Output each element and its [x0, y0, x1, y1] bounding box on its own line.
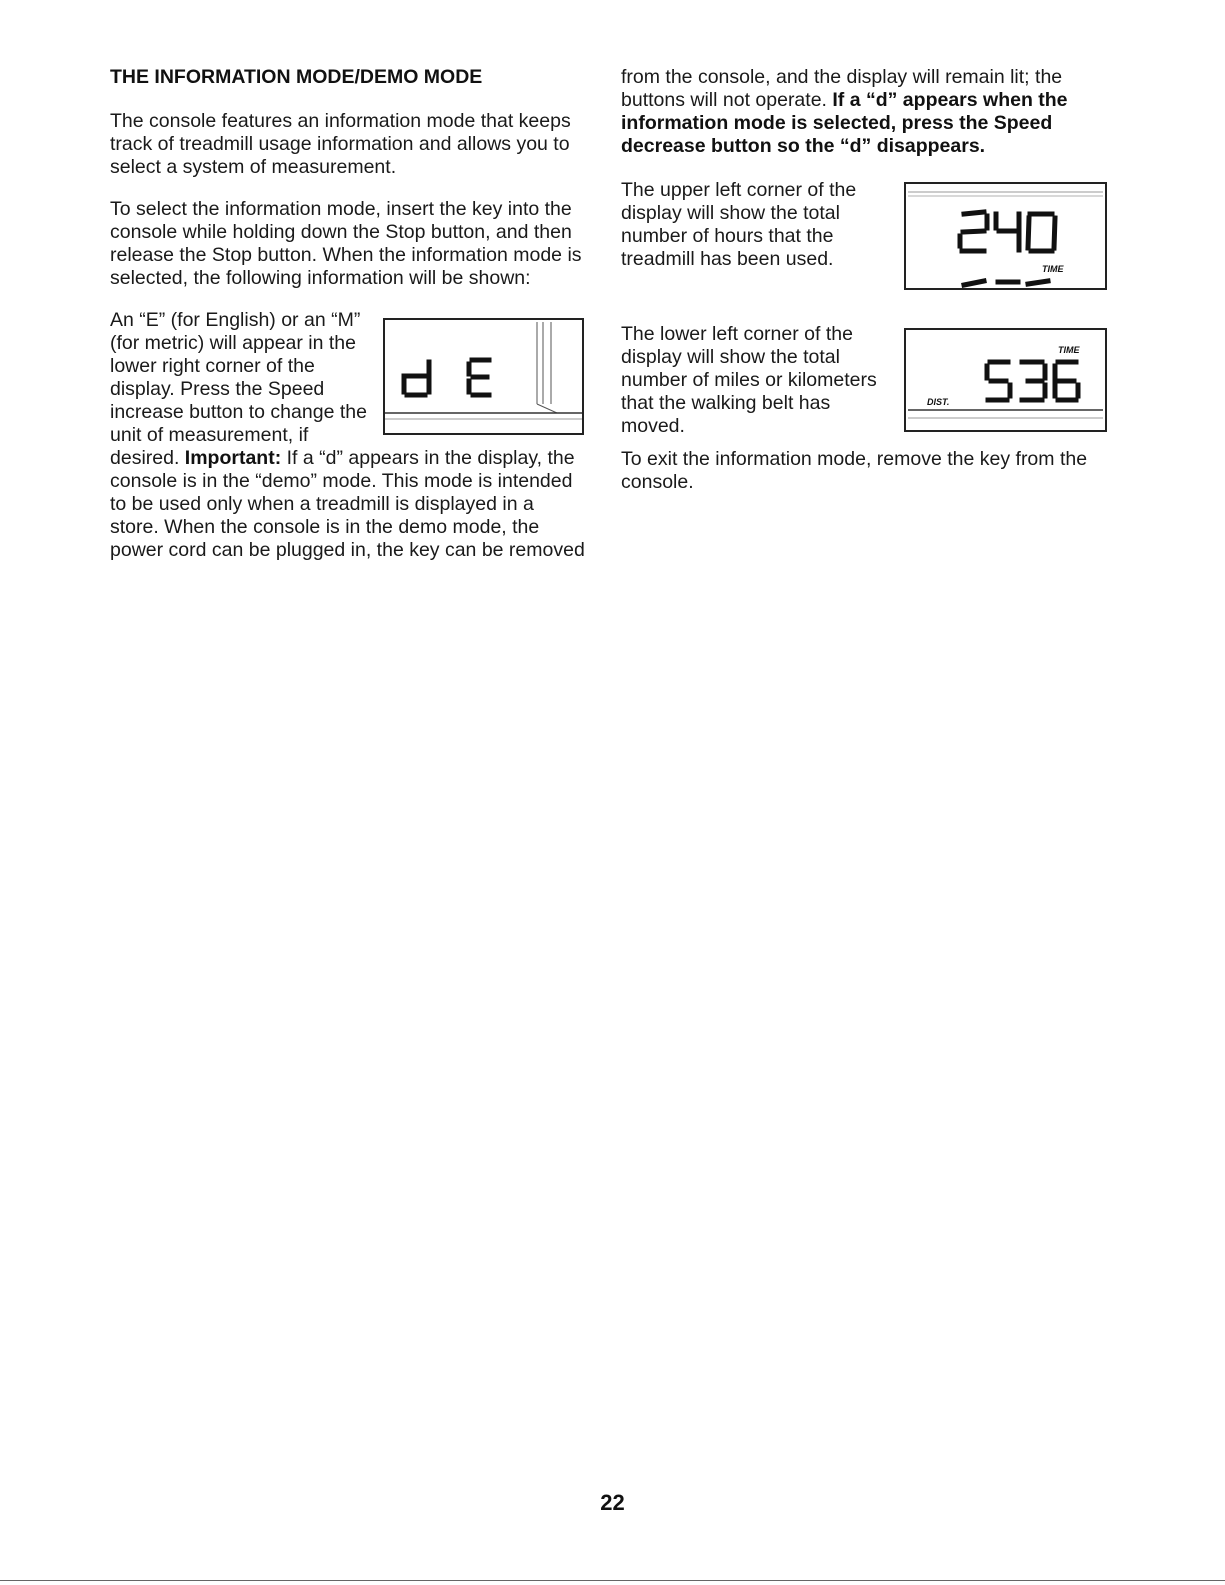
distance-display-figure	[904, 326, 1107, 432]
hours-time-label: TIME	[1042, 264, 1064, 274]
units-text: An “E” (for English) or an “M” (for metric) will appear in the lower right corner of the display. Press the Speed increase button to change the unit of measurement, if desired.	[110, 309, 367, 469]
left-column	[110, 66, 588, 581]
intro-paragraph: The console features an information mode that keeps track of treadmill usage information and allows you to select a system of measurement.	[110, 110, 571, 178]
distance-paragraph: The lower left corner of the display will show the total number of miles or kilometers that the walking belt has moved.	[621, 323, 877, 437]
page-number: 22	[600, 1490, 625, 1515]
demo-display-figure	[383, 318, 584, 435]
demo-mode-text: If a “d” appears in the display, the console is in the “demo” mode. This mode is intended to be used only when a treadmill is displayed in a store. When the console is in the demo mode, the power cord can be plugged in, the key can be removed	[110, 447, 585, 561]
lcd-demo-display	[383, 318, 584, 435]
demo-display-digits	[385, 320, 582, 433]
speed-decrease-instruction: If a “d” appears when the information mode is selected, press the Speed decrease button so the “d” disappears.	[621, 89, 1068, 157]
hours-paragraph: The upper left corner of the display will show the total number of hours that the treadmill has been used.	[621, 179, 857, 270]
select-mode-paragraph: To select the information mode, insert the key into the console while holding down the Stop button, and then release the Stop button. When the information mode is selected, the following information will be shown:	[110, 198, 582, 289]
hours-display-figure	[904, 182, 1107, 290]
demo-continued-paragraph	[621, 66, 1111, 158]
important-label: Important:	[184, 447, 282, 469]
lcd-hours-display	[904, 182, 1107, 290]
right-column	[621, 66, 1111, 513]
hours-block	[621, 179, 1111, 297]
hours-display-digits	[906, 184, 1105, 288]
distance-block	[621, 323, 1111, 438]
bottom-divider	[0, 1580, 1225, 1581]
distance-dist-label: DIST.	[927, 397, 950, 407]
distance-time-label: TIME	[1058, 345, 1080, 355]
section-heading: THE INFORMATION MODE/DEMO MODE	[110, 66, 483, 88]
exit-paragraph: To exit the information mode, remove the key from the console.	[621, 448, 1088, 493]
lcd-distance-display	[904, 328, 1107, 432]
demo-continued-text: from the console, and the display will remain lit; the buttons will not operate.	[621, 66, 1063, 111]
